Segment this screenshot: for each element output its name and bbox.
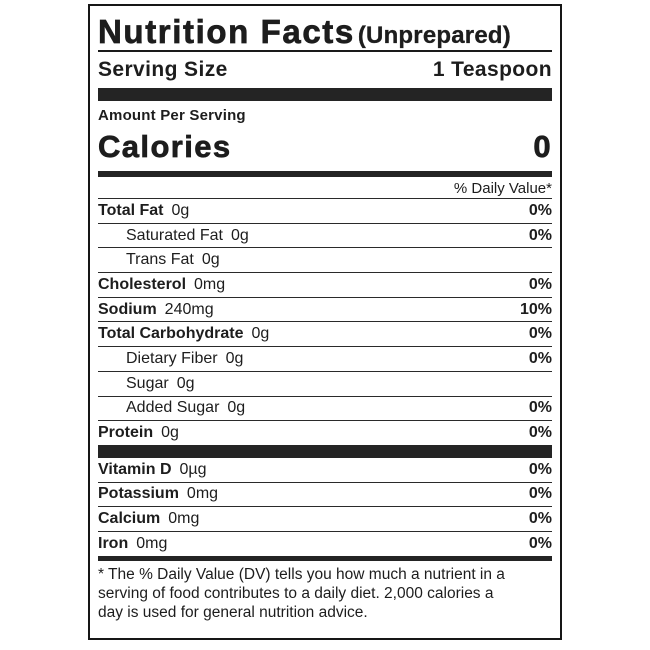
- nutrient-amount: 0g: [227, 399, 246, 417]
- serving-size-row: [98, 52, 552, 88]
- nutrient-name: Sodium: [98, 300, 157, 318]
- nutrient-daily-value: 0%: [528, 201, 552, 219]
- nutrient-daily-value: 0%: [528, 325, 552, 343]
- section-bar-thick: [98, 88, 552, 101]
- nutrient-name: Sugar: [126, 374, 169, 392]
- serving-size-value: 1 Teaspoon: [432, 58, 552, 81]
- footnote-line: day is used for general nutrition advice.: [98, 603, 368, 621]
- nutrient-daily-value: 0%: [528, 460, 552, 478]
- vitamin-row: [98, 458, 552, 482]
- nutrient-name: Trans Fat: [126, 251, 194, 269]
- nutrient-amount: 0mg: [194, 275, 226, 293]
- nutrient-daily-value: 0%: [528, 510, 552, 528]
- nutrient-row: [98, 396, 552, 421]
- nutrient-amount: 0g: [176, 374, 195, 392]
- nutrient-row: [98, 247, 552, 272]
- nutrient-amount: 0g: [225, 349, 244, 367]
- nutrient-name: Added Sugar: [126, 399, 220, 417]
- nutrients-vitamins-bar: [98, 445, 552, 458]
- nutrient-amount: 0g: [230, 226, 249, 244]
- nutrient-daily-value: 0%: [528, 534, 552, 552]
- nutrient-amount: 240mg: [164, 300, 214, 318]
- nutrient-daily-value: 0%: [528, 424, 552, 442]
- footnote-line: serving of food contributes to a daily diet. 2,000 calories a: [98, 584, 494, 602]
- nutrient-row: [98, 346, 552, 371]
- nutrition-label: [88, 4, 562, 640]
- nutrient-name: Cholesterol: [98, 275, 187, 293]
- vitamins-table: [98, 458, 552, 556]
- nutrient-amount: 0µg: [179, 460, 207, 478]
- vitamin-row: [98, 531, 552, 556]
- nutrient-row: [98, 371, 552, 396]
- footnote-line: * The % Daily Value (DV) tells you how much a nutrient in a: [98, 565, 505, 583]
- nutrient-daily-value: 0%: [528, 349, 552, 367]
- nutrient-amount: 0g: [161, 424, 179, 442]
- daily-value-footnote: [98, 561, 552, 622]
- nutrient-name: Saturated Fat: [126, 226, 223, 244]
- nutrient-daily-value: 10%: [519, 300, 552, 318]
- serving-size-label: Serving Size: [98, 58, 228, 81]
- vitamin-row: [98, 482, 552, 507]
- nutrient-name: Vitamin D: [98, 460, 172, 478]
- label-header: [98, 6, 552, 50]
- nutrient-amount: 0mg: [136, 534, 168, 552]
- nutrient-name: Potassium: [98, 485, 179, 503]
- calories-label: Calories: [98, 129, 232, 164]
- label-title-suffix: (Unprepared): [357, 22, 511, 49]
- calories-value: 0: [533, 129, 552, 164]
- nutrient-name: Protein: [98, 424, 154, 442]
- nutrient-name: Total Carbohydrate: [98, 325, 244, 343]
- vitamin-row: [98, 506, 552, 531]
- nutrient-name: Total Fat: [98, 201, 164, 219]
- nutrient-daily-value: 0%: [528, 275, 552, 293]
- nutrients-table: [98, 198, 552, 445]
- label-title: Nutrition Facts: [98, 13, 355, 50]
- nutrient-row: [98, 223, 552, 248]
- nutrient-row: [98, 198, 552, 223]
- nutrient-row: [98, 420, 552, 445]
- nutrient-row: [98, 297, 552, 322]
- nutrient-amount: 0g: [201, 251, 220, 269]
- nutrient-row: [98, 321, 552, 346]
- nutrient-row: [98, 272, 552, 297]
- nutrient-name: Calcium: [98, 510, 161, 528]
- daily-value-header: % Daily Value*: [453, 180, 552, 197]
- nutrient-name: Iron: [98, 534, 129, 552]
- nutrient-daily-value: 0%: [528, 399, 552, 417]
- nutrient-amount: 0mg: [168, 510, 200, 528]
- calories-row: [98, 123, 552, 171]
- nutrient-amount: 0g: [171, 201, 190, 219]
- nutrient-daily-value: 0%: [528, 485, 552, 503]
- nutrient-name: Dietary Fiber: [126, 349, 218, 367]
- nutrient-amount: 0g: [251, 325, 270, 343]
- nutrient-amount: 0mg: [186, 485, 219, 503]
- nutrient-daily-value: 0%: [528, 226, 552, 244]
- amount-per-serving-label: Amount Per Serving: [98, 107, 246, 124]
